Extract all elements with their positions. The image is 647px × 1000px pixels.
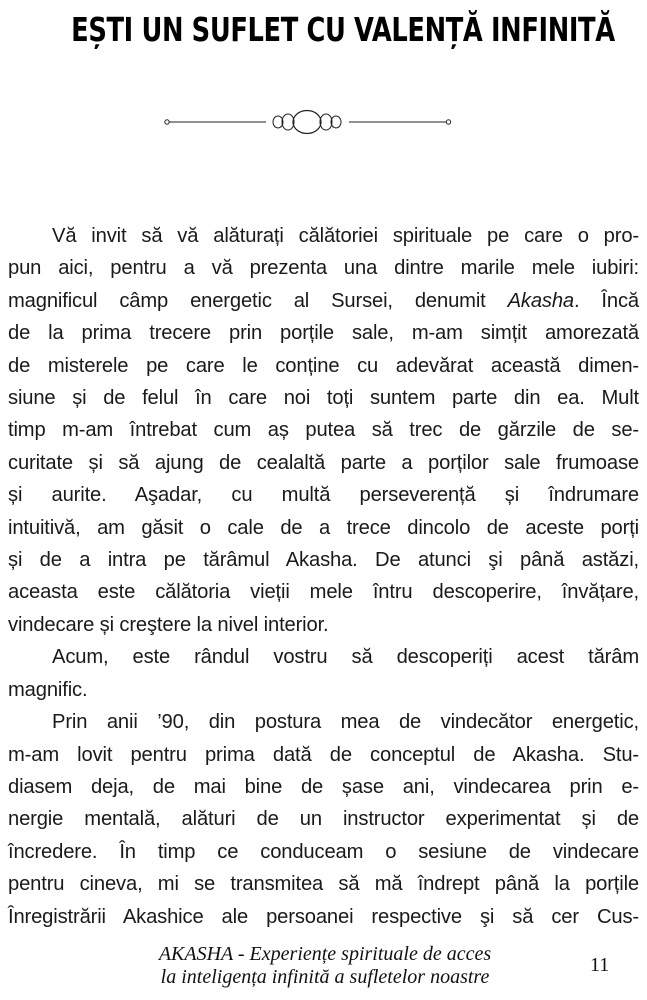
text-line: aceasta este călătoria vieții mele întru descoperire, învățare, bbox=[8, 581, 639, 604]
text-line: m-am lovit pentru prima dată de conceptul de Akasha. Stu- bbox=[8, 743, 639, 766]
text-line: vindecare și creştere la nivel interior. bbox=[8, 613, 329, 636]
text-segment: . Încă bbox=[574, 289, 639, 312]
text-line: Înregistrării Akashice ale persoanei respective şi să cer Cus- bbox=[8, 905, 639, 928]
text-line: de misterele pe care le conține cu adevărat această dimen- bbox=[8, 354, 639, 377]
body-text bbox=[8, 220, 639, 933]
text-line: Acum, este rândul vostru să descoperiți acest tărâm bbox=[52, 646, 639, 669]
book-title-line-2: la inteligența infinită a sufletelor noastre bbox=[160, 966, 490, 988]
text-line: pentru cineva, mi se transmitea să mă îndrept până la porțile bbox=[8, 873, 639, 896]
text-line: siune și de felul în care noi toți suntem parte din ea. Mult bbox=[8, 387, 639, 410]
text-line: diasem deja, de mai bine de șase ani, vindecarea prin e- bbox=[8, 775, 639, 798]
decorative-divider-icon bbox=[160, 105, 480, 141]
text-line: și aurite. Aşadar, cu multă perseverență și îndrumare bbox=[8, 484, 639, 507]
text-line: magnific. bbox=[8, 678, 88, 701]
text-line: curitate și să ajung de cealaltă parte a porților sale frumoase bbox=[8, 451, 639, 474]
text-line: încredere. În timp ce conduceam o sesiune de vindecare bbox=[8, 840, 639, 863]
text-line: pun aici, pentru a vă prezenta una dintre marile mele iubiri: bbox=[8, 257, 639, 280]
running-footer bbox=[110, 943, 540, 989]
chapter-title: EȘTI UN SUFLET CU VALENȚĂ INFINITĂ bbox=[71, 10, 615, 49]
text-line: Vă invit să vă alăturați călătoriei spirituale pe care o pro- bbox=[52, 225, 639, 247]
text-line: intuitivă, am găsit o cale de a trece dincolo de aceste porți bbox=[8, 516, 639, 539]
book-title-line-1: AKASHA - Experiențe spirituale de acces bbox=[158, 943, 492, 965]
text-line: timp m-am întrebat cum aș putea să trec de gărzile de se- bbox=[8, 419, 639, 442]
text-line: de la prima trecere prin porțile sale, m-am simțit amorezată bbox=[8, 322, 639, 345]
text-line: Prin anii ’90, din postura mea de vindecător energetic, bbox=[52, 711, 639, 734]
page-number: 11 bbox=[590, 954, 610, 976]
text-line: nergie mentală, alături de un instructor experimentat și de bbox=[8, 808, 639, 831]
text-segment: magnificul câmp energetic al Sursei, denumit bbox=[8, 289, 508, 312]
italic-term: Akasha bbox=[507, 289, 575, 312]
text-line bbox=[8, 285, 639, 317]
text-line: și de a intra pe tărâmul Akasha. De atunci şi până astăzi, bbox=[8, 549, 639, 572]
